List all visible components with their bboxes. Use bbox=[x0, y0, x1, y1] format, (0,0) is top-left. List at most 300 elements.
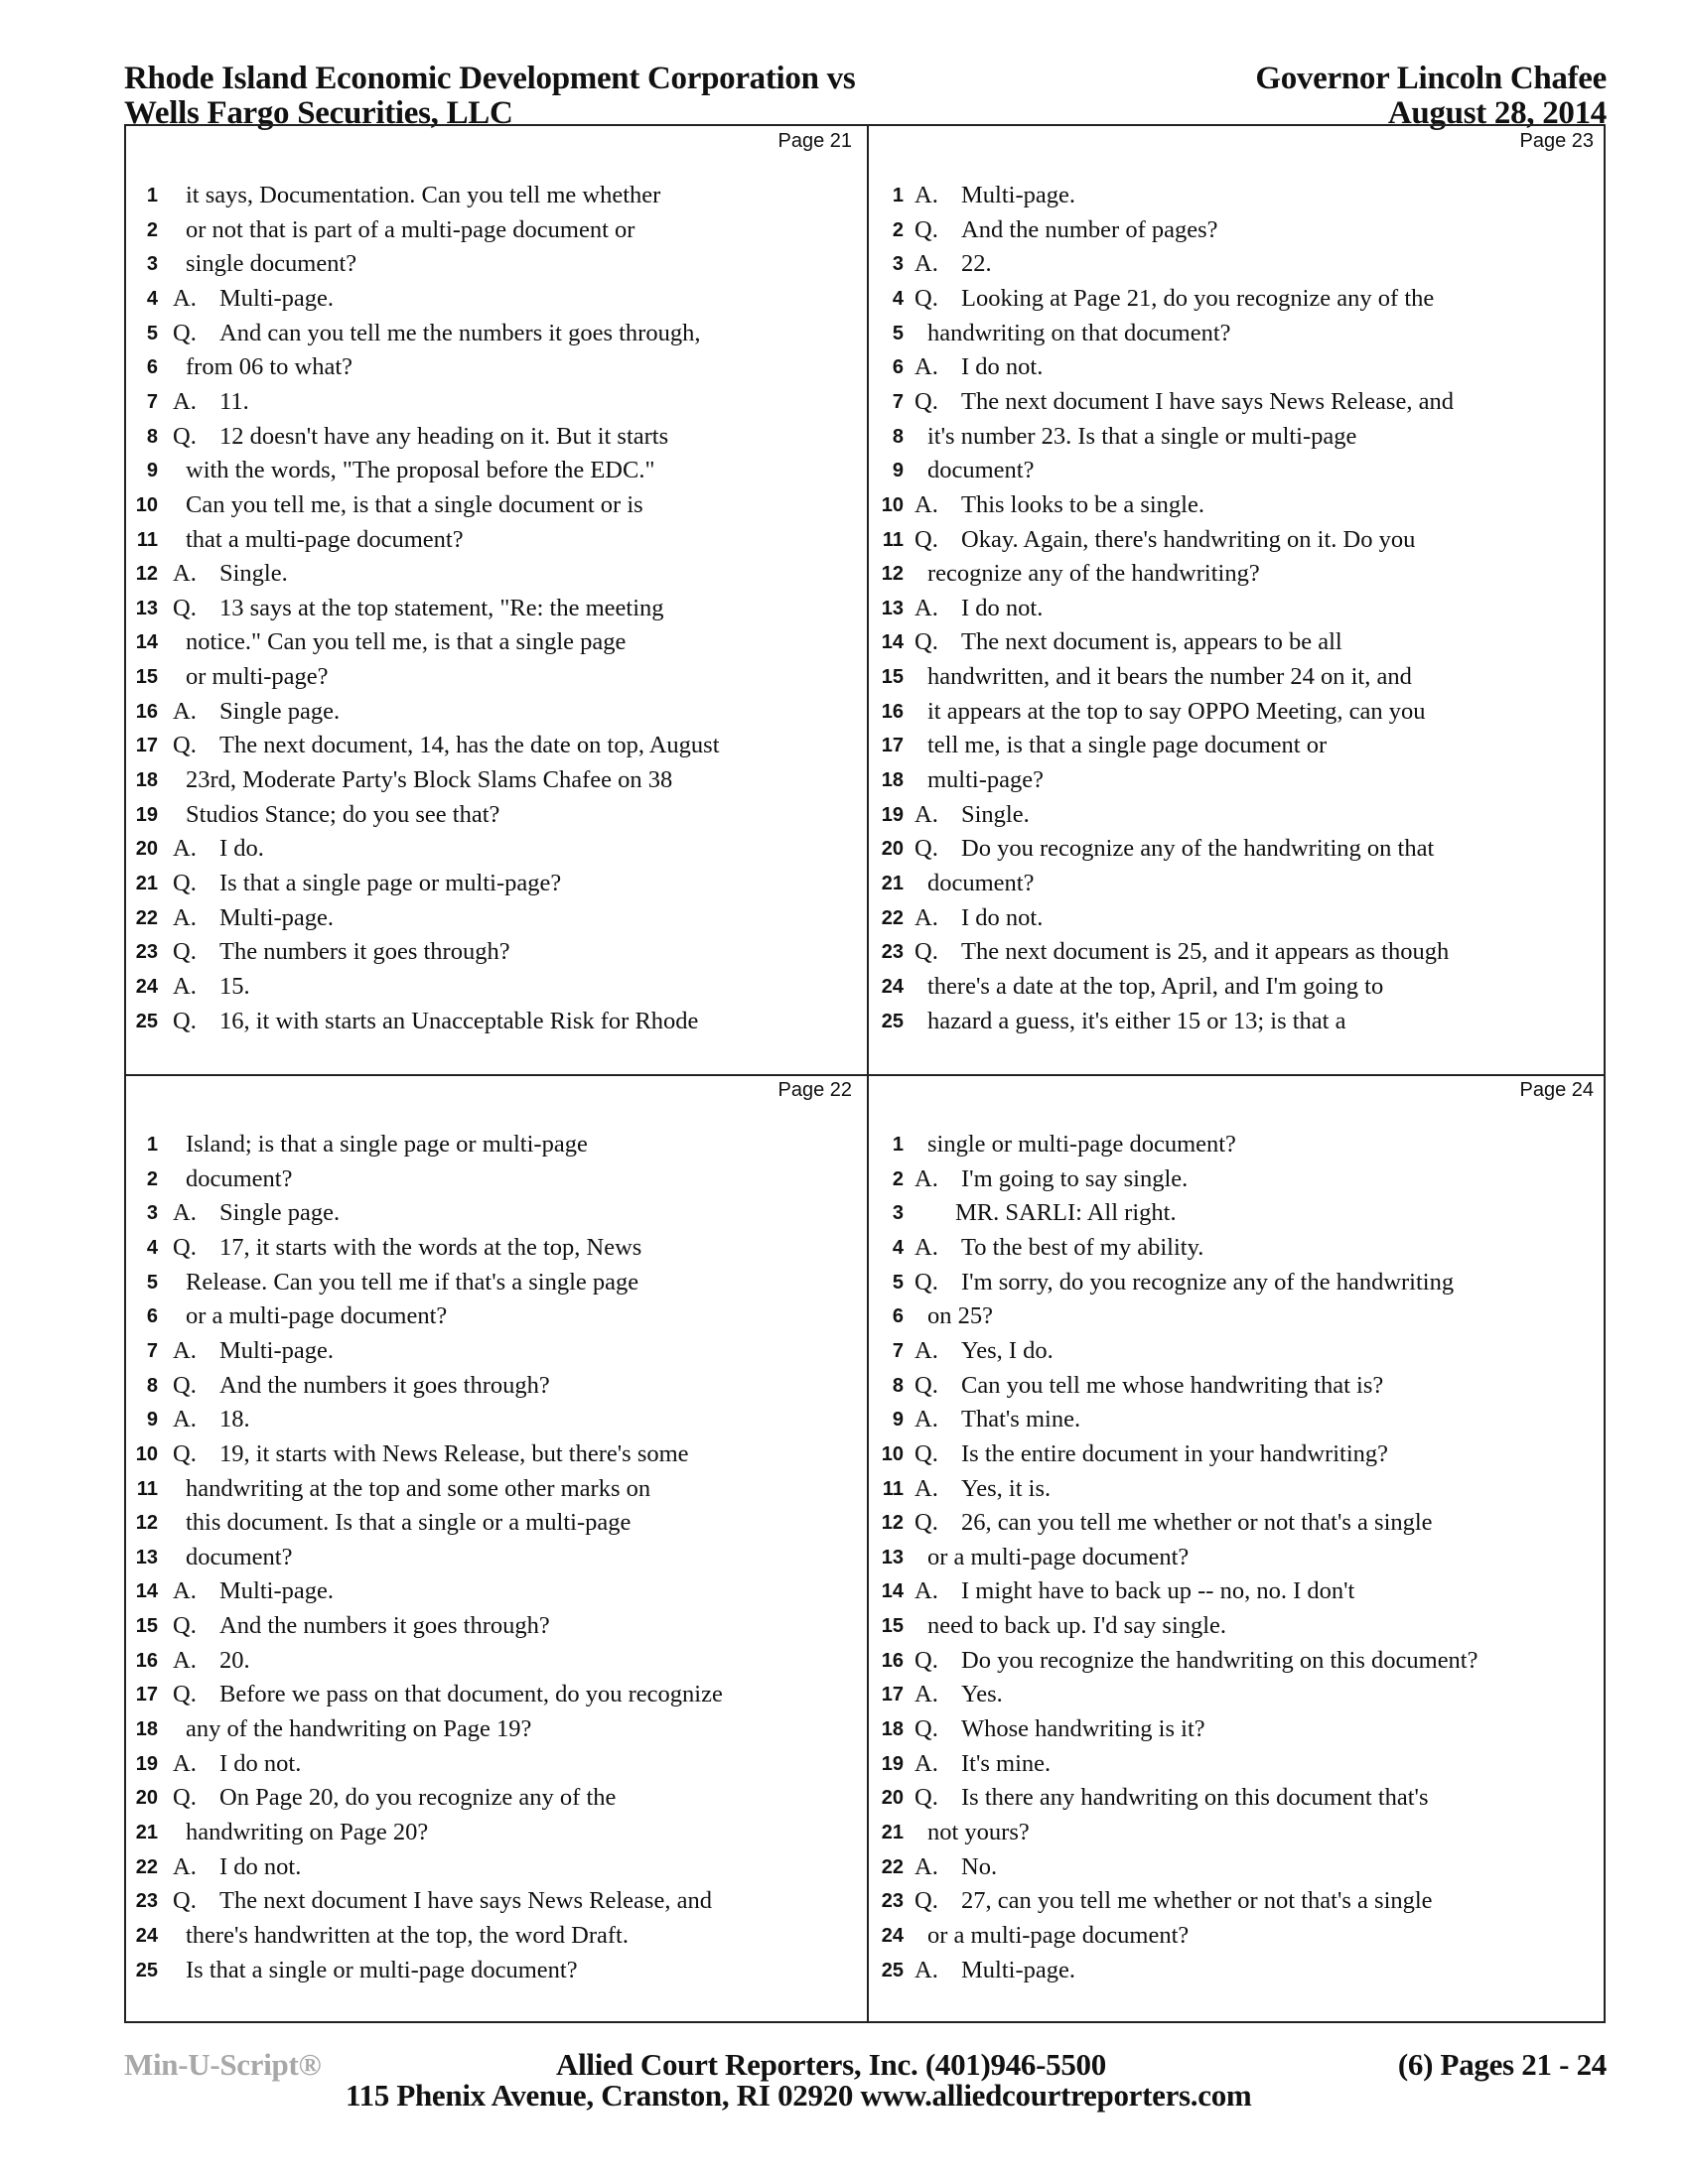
transcript-line bbox=[126, 660, 866, 694]
transcript-line bbox=[126, 1403, 866, 1436]
transcript-line bbox=[868, 1609, 1608, 1643]
transcript-line bbox=[126, 763, 866, 797]
line-text: or multi-page? bbox=[186, 663, 329, 691]
line-text: document? bbox=[186, 1543, 293, 1570]
line-number: 7 bbox=[146, 1339, 158, 1362]
line-text: 22. bbox=[961, 250, 992, 278]
line-text: document? bbox=[927, 457, 1035, 484]
line-number: 23 bbox=[135, 1890, 158, 1913]
line-number: 11 bbox=[136, 528, 158, 551]
line-text: any of the handwriting on Page 19? bbox=[186, 1715, 532, 1743]
line-text: Yes, it is. bbox=[961, 1474, 1052, 1502]
line-number: 2 bbox=[892, 1167, 904, 1190]
line-number: 6 bbox=[146, 1305, 158, 1328]
transcript-line bbox=[868, 625, 1608, 659]
line-number: 11 bbox=[882, 1477, 904, 1500]
answer-marker: A. bbox=[914, 594, 938, 621]
transcript-line bbox=[868, 970, 1608, 1004]
line-number: 18 bbox=[135, 769, 158, 792]
transcript-line bbox=[868, 1472, 1608, 1506]
line-text: document? bbox=[927, 870, 1035, 896]
transcript-line bbox=[868, 729, 1608, 762]
line-text: on 25? bbox=[927, 1302, 993, 1330]
deposition-date: August 28, 2014 bbox=[1387, 95, 1607, 131]
line-number: 15 bbox=[135, 666, 158, 689]
min-u-script-brand: Min-U-Script® bbox=[124, 2047, 322, 2082]
line-number: 22 bbox=[135, 1855, 158, 1878]
page-label: Page 24 bbox=[1519, 1079, 1594, 1101]
line-number: 13 bbox=[135, 1546, 158, 1569]
transcript-line bbox=[868, 935, 1608, 969]
line-text: multi-page? bbox=[927, 766, 1045, 794]
line-number: 14 bbox=[881, 631, 904, 654]
answer-marker: A. bbox=[173, 1336, 197, 1364]
transcript-line bbox=[126, 1369, 866, 1403]
line-number: 17 bbox=[881, 735, 904, 757]
transcript-line bbox=[126, 385, 866, 419]
line-number: 18 bbox=[135, 1718, 158, 1741]
question-marker: Q. bbox=[914, 1439, 938, 1467]
transcript-line bbox=[868, 660, 1608, 694]
answer-marker: A. bbox=[914, 1956, 938, 1983]
transcript-line bbox=[126, 1162, 866, 1196]
answer-marker: A. bbox=[173, 387, 197, 415]
transcript-box bbox=[124, 124, 1606, 2023]
line-text: need to back up. I'd say single. bbox=[927, 1612, 1227, 1640]
line-text: Multi-page. bbox=[961, 182, 1075, 208]
line-number: 15 bbox=[881, 666, 904, 689]
line-number: 3 bbox=[892, 253, 904, 276]
transcript-line bbox=[126, 695, 866, 729]
line-number: 10 bbox=[135, 493, 158, 516]
line-number: 11 bbox=[882, 528, 904, 551]
line-text: Single. bbox=[219, 560, 288, 588]
line-number: 20 bbox=[881, 1787, 904, 1810]
transcript-line bbox=[868, 1299, 1608, 1333]
line-number: 2 bbox=[146, 218, 158, 241]
line-text: or a multi-page document? bbox=[927, 1543, 1190, 1570]
line-number: 8 bbox=[892, 425, 904, 448]
question-marker: Q. bbox=[914, 1268, 938, 1296]
answer-marker: A. bbox=[173, 284, 197, 312]
line-text: Multi-page. bbox=[219, 903, 334, 931]
transcript-line bbox=[126, 1781, 866, 1815]
line-number: 24 bbox=[135, 975, 158, 998]
answer-marker: A. bbox=[173, 972, 197, 1000]
transcript-line bbox=[868, 901, 1608, 935]
line-text: hazard a guess, it's either 15 or 13; is that a bbox=[927, 1007, 1346, 1034]
transcript-line bbox=[868, 1954, 1608, 1987]
line-text: Looking at Page 21, do you recognize any of the bbox=[961, 284, 1435, 312]
line-number: 14 bbox=[135, 631, 158, 654]
transcript-line bbox=[868, 1781, 1608, 1815]
transcript-page-22 bbox=[126, 1075, 866, 2023]
question-marker: Q. bbox=[173, 422, 197, 450]
question-marker: Q. bbox=[173, 594, 197, 621]
line-text: I'm sorry, do you recognize any of the handwriting bbox=[961, 1268, 1455, 1296]
transcript-line bbox=[126, 729, 866, 762]
line-number: 11 bbox=[136, 1477, 158, 1500]
line-text: Before we pass on that document, do you recognize bbox=[219, 1681, 723, 1708]
transcript-line bbox=[126, 935, 866, 969]
question-marker: Q. bbox=[173, 1439, 197, 1467]
answer-marker: A. bbox=[173, 903, 197, 931]
answer-marker: A. bbox=[914, 1749, 938, 1777]
transcript-line bbox=[126, 1541, 866, 1574]
transcript-line bbox=[126, 179, 866, 212]
line-text: 16, it with starts an Unacceptable Risk for Rhode bbox=[219, 1007, 699, 1034]
line-number: 6 bbox=[892, 1305, 904, 1328]
line-text: I do not. bbox=[961, 594, 1044, 621]
line-text: 13 says at the top statement, "Re: the meeting bbox=[219, 594, 664, 621]
answer-marker: A. bbox=[914, 1406, 938, 1433]
transcript-line bbox=[126, 523, 866, 557]
line-text: Yes, I do. bbox=[961, 1336, 1054, 1364]
line-number: 4 bbox=[146, 287, 158, 310]
line-number: 13 bbox=[881, 597, 904, 619]
answer-marker: A. bbox=[914, 1233, 938, 1261]
line-number: 12 bbox=[135, 563, 158, 586]
transcript-line bbox=[868, 1919, 1608, 1953]
transcript-line bbox=[868, 523, 1608, 557]
transcript-line bbox=[868, 1005, 1608, 1038]
transcript-line bbox=[126, 420, 866, 454]
answer-marker: A. bbox=[173, 1406, 197, 1433]
answer-marker: A. bbox=[914, 490, 938, 518]
line-text: recognize any of the handwriting? bbox=[927, 560, 1260, 588]
line-text: tell me, is that a single page document or bbox=[927, 732, 1328, 759]
line-number: 12 bbox=[881, 1512, 904, 1535]
transcript-line bbox=[126, 1128, 866, 1161]
line-text: Is the entire document in your handwriting? bbox=[961, 1439, 1388, 1467]
line-number: 3 bbox=[146, 253, 158, 276]
line-text: it's number 23. Is that a single or multi-page bbox=[927, 422, 1357, 450]
answer-marker: A. bbox=[173, 835, 197, 863]
line-text: Can you tell me, is that a single document or is bbox=[186, 490, 643, 518]
line-text: document? bbox=[186, 1164, 293, 1192]
line-number: 10 bbox=[135, 1442, 158, 1465]
transcript-line bbox=[868, 179, 1608, 212]
line-number: 25 bbox=[881, 1010, 904, 1032]
transcript-line bbox=[126, 1816, 866, 1849]
line-text: Multi-page. bbox=[961, 1956, 1075, 1983]
page-label: Page 23 bbox=[1519, 130, 1594, 152]
line-text: 18. bbox=[219, 1406, 250, 1433]
case-title-line1: Rhode Island Economic Development Corporation vs bbox=[124, 61, 856, 96]
line-text: 27, can you tell me whether or not that's a single bbox=[961, 1887, 1433, 1915]
transcript-line bbox=[126, 1678, 866, 1711]
transcript-line bbox=[868, 1369, 1608, 1403]
answer-marker: A. bbox=[914, 1336, 938, 1364]
line-number: 7 bbox=[146, 390, 158, 413]
question-marker: Q. bbox=[914, 1715, 938, 1743]
transcript-line bbox=[126, 350, 866, 384]
transcript-line bbox=[868, 1747, 1608, 1781]
line-number: 13 bbox=[881, 1546, 904, 1569]
transcript-line bbox=[126, 1954, 866, 1987]
transcript-line bbox=[868, 350, 1608, 384]
line-number: 21 bbox=[135, 1822, 158, 1843]
line-text: 17, it starts with the words at the top, News bbox=[219, 1233, 642, 1261]
transcript-line bbox=[868, 1574, 1608, 1608]
transcript-line bbox=[868, 454, 1608, 487]
answer-marker: A. bbox=[914, 353, 938, 381]
line-number: 2 bbox=[892, 218, 904, 241]
transcript-line bbox=[126, 1299, 866, 1333]
transcript-line bbox=[868, 488, 1608, 522]
transcript-line bbox=[868, 1678, 1608, 1711]
question-marker: Q. bbox=[173, 732, 197, 759]
line-text: handwriting on Page 20? bbox=[186, 1819, 429, 1845]
line-number: 9 bbox=[146, 460, 158, 482]
question-marker: Q. bbox=[914, 284, 938, 312]
line-number: 3 bbox=[892, 1202, 904, 1225]
line-text: Is that a single page or multi-page? bbox=[219, 870, 562, 896]
line-number: 12 bbox=[881, 563, 904, 586]
line-text: Single. bbox=[961, 800, 1030, 828]
transcript-line bbox=[126, 1919, 866, 1953]
line-text: handwriting on that document? bbox=[927, 319, 1231, 346]
transcript-line bbox=[868, 1196, 1608, 1230]
line-number: 8 bbox=[892, 1374, 904, 1397]
line-number: 8 bbox=[146, 1374, 158, 1397]
transcript-line bbox=[868, 695, 1608, 729]
line-number: 15 bbox=[881, 1615, 904, 1638]
line-text: Studios Stance; do you see that? bbox=[186, 800, 500, 828]
answer-marker: A. bbox=[173, 1577, 197, 1605]
transcript-line bbox=[126, 1334, 866, 1368]
transcript-line bbox=[126, 1196, 866, 1230]
line-text: it appears at the top to say OPPO Meeting, can you bbox=[927, 697, 1426, 725]
line-number: 25 bbox=[135, 1010, 158, 1032]
question-marker: Q. bbox=[173, 1784, 197, 1812]
line-text: On Page 20, do you recognize any of the bbox=[219, 1784, 617, 1812]
line-number: 15 bbox=[135, 1615, 158, 1638]
line-text: Multi-page. bbox=[219, 1577, 334, 1605]
line-number: 22 bbox=[881, 906, 904, 929]
line-text: single document? bbox=[186, 250, 357, 278]
transcript-line bbox=[868, 213, 1608, 247]
line-number: 17 bbox=[135, 1684, 158, 1706]
line-number: 24 bbox=[881, 975, 904, 998]
question-marker: Q. bbox=[173, 1233, 197, 1261]
line-number: 17 bbox=[881, 1684, 904, 1706]
transcript-line bbox=[126, 1506, 866, 1540]
transcript-page-21 bbox=[126, 126, 866, 1074]
line-text: Island; is that a single page or multi-page bbox=[186, 1131, 588, 1158]
transcript-line bbox=[126, 901, 866, 935]
line-text: The next document I have says News Release, and bbox=[961, 387, 1454, 415]
line-text: I do not. bbox=[961, 353, 1044, 381]
line-text: And the numbers it goes through? bbox=[219, 1371, 550, 1399]
line-text: I might have to back up -- no, no. I don't bbox=[961, 1577, 1355, 1605]
answer-marker: A. bbox=[914, 1164, 938, 1192]
line-text: That's mine. bbox=[961, 1406, 1081, 1433]
line-text: or a multi-page document? bbox=[186, 1302, 448, 1330]
transcript-line bbox=[868, 1334, 1608, 1368]
transcript-line bbox=[868, 282, 1608, 316]
line-text: there's handwritten at the top, the word Draft. bbox=[186, 1921, 629, 1949]
deponent-name: Governor Lincoln Chafee bbox=[1255, 61, 1607, 96]
answer-marker: A. bbox=[173, 697, 197, 725]
line-number: 9 bbox=[892, 1409, 904, 1432]
line-text: handwriting at the top and some other marks on bbox=[186, 1474, 651, 1502]
transcript-line bbox=[126, 247, 866, 281]
line-text: 15. bbox=[219, 972, 250, 1000]
transcript-line bbox=[868, 1850, 1608, 1884]
line-text: not yours? bbox=[927, 1819, 1030, 1845]
line-number: 16 bbox=[881, 700, 904, 723]
transcript-line bbox=[126, 1437, 866, 1471]
line-number: 9 bbox=[146, 1409, 158, 1432]
transcript-line bbox=[126, 557, 866, 591]
line-text: I do not. bbox=[219, 1749, 302, 1777]
line-text: I'm going to say single. bbox=[961, 1164, 1189, 1192]
line-text: Multi-page. bbox=[219, 284, 334, 312]
line-number: 20 bbox=[881, 838, 904, 861]
line-number: 16 bbox=[135, 700, 158, 723]
line-text: 12 doesn't have any heading on it. But it starts bbox=[219, 422, 669, 450]
question-marker: Q. bbox=[914, 1509, 938, 1537]
line-text: 19, it starts with News Release, but there's some bbox=[219, 1439, 689, 1467]
transcript-line bbox=[868, 1437, 1608, 1471]
line-text: Do you recognize the handwriting on this document? bbox=[961, 1646, 1478, 1674]
line-number: 7 bbox=[892, 390, 904, 413]
line-number: 3 bbox=[146, 1202, 158, 1225]
transcript-line bbox=[126, 867, 866, 900]
question-marker: Q. bbox=[173, 870, 197, 896]
transcript-line bbox=[126, 625, 866, 659]
line-text: Single page. bbox=[219, 1199, 341, 1227]
line-number: 9 bbox=[892, 460, 904, 482]
line-text: 20. bbox=[219, 1646, 250, 1674]
line-text: 11. bbox=[219, 387, 249, 415]
transcript-line bbox=[126, 1850, 866, 1884]
line-number: 4 bbox=[892, 287, 904, 310]
line-number: 4 bbox=[146, 1236, 158, 1259]
transcript-line bbox=[126, 1005, 866, 1038]
transcript-line bbox=[868, 1231, 1608, 1265]
line-number: 5 bbox=[146, 322, 158, 344]
line-text: 23rd, Moderate Party's Block Slams Chafee on 38 bbox=[186, 766, 673, 794]
line-number: 16 bbox=[881, 1649, 904, 1672]
transcript-line bbox=[868, 557, 1608, 591]
question-marker: Q. bbox=[914, 1371, 938, 1399]
line-text: or a multi-page document? bbox=[927, 1921, 1190, 1949]
line-text: I do not. bbox=[219, 1852, 302, 1880]
line-number: 4 bbox=[892, 1236, 904, 1259]
line-number: 22 bbox=[881, 1855, 904, 1878]
question-marker: Q. bbox=[173, 1371, 197, 1399]
question-marker: Q. bbox=[914, 1784, 938, 1812]
transcript-line bbox=[126, 832, 866, 866]
line-number: 18 bbox=[881, 1718, 904, 1741]
line-text: it says, Documentation. Can you tell me whether bbox=[186, 182, 661, 208]
line-text: there's a date at the top, April, and I'm going to bbox=[927, 972, 1384, 1000]
answer-marker: A. bbox=[173, 1199, 197, 1227]
transcript-line bbox=[868, 317, 1608, 350]
line-number: 20 bbox=[135, 1787, 158, 1810]
line-number: 13 bbox=[135, 597, 158, 619]
line-text: Is that a single or multi-page document? bbox=[186, 1956, 578, 1983]
answer-marker: A. bbox=[914, 1852, 938, 1880]
line-text: Do you recognize any of the handwriting on that bbox=[961, 835, 1435, 863]
line-number: 22 bbox=[135, 906, 158, 929]
line-number: 6 bbox=[892, 356, 904, 379]
transcript-line bbox=[126, 1574, 866, 1608]
transcript-line bbox=[126, 970, 866, 1004]
line-number: 1 bbox=[892, 1134, 904, 1156]
transcript-line bbox=[868, 832, 1608, 866]
question-marker: Q. bbox=[914, 628, 938, 656]
answer-marker: A. bbox=[173, 1749, 197, 1777]
answer-marker: A. bbox=[914, 250, 938, 278]
case-title-line2: Wells Fargo Securities, LLC bbox=[124, 95, 513, 131]
transcript-line bbox=[126, 1884, 866, 1918]
line-text: I do. bbox=[219, 835, 264, 863]
line-number: 5 bbox=[892, 1271, 904, 1294]
transcript-line bbox=[868, 420, 1608, 454]
transcript-line bbox=[868, 1162, 1608, 1196]
line-text: MR. SARLI: All right. bbox=[955, 1199, 1177, 1227]
answer-marker: A. bbox=[914, 903, 938, 931]
transcript-line bbox=[868, 763, 1608, 797]
reporter-address: 115 Phenix Avenue, Cranston, RI 02920 www.alliedcourtreporters.com bbox=[346, 2078, 1252, 2113]
line-number: 19 bbox=[881, 1752, 904, 1775]
line-number: 7 bbox=[892, 1339, 904, 1362]
transcript-line bbox=[868, 1403, 1608, 1436]
line-number: 21 bbox=[135, 873, 158, 894]
line-text: The next document is, appears to be all bbox=[961, 628, 1342, 656]
line-text: To the best of my ability. bbox=[961, 1233, 1204, 1261]
line-text: notice." Can you tell me, is that a single page bbox=[186, 628, 627, 656]
line-text: single or multi-page document? bbox=[927, 1131, 1236, 1158]
line-number: 23 bbox=[881, 941, 904, 964]
answer-marker: A. bbox=[173, 560, 197, 588]
line-text: I do not. bbox=[961, 903, 1044, 931]
line-number: 18 bbox=[881, 769, 904, 792]
transcript-page-23 bbox=[868, 126, 1608, 1074]
line-text: from 06 to what? bbox=[186, 353, 353, 381]
transcript-line bbox=[868, 1266, 1608, 1299]
line-text: that a multi-page document? bbox=[186, 525, 464, 553]
line-number: 1 bbox=[146, 185, 158, 206]
line-number: 1 bbox=[892, 185, 904, 206]
line-number: 21 bbox=[881, 1822, 904, 1843]
line-text: The next document I have says News Release, and bbox=[219, 1887, 712, 1915]
transcript-line bbox=[868, 1506, 1608, 1540]
line-text: The numbers it goes through? bbox=[219, 938, 510, 966]
transcript-line bbox=[868, 867, 1608, 900]
line-text: Multi-page. bbox=[219, 1336, 334, 1364]
line-number: 20 bbox=[135, 838, 158, 861]
line-number: 5 bbox=[146, 1271, 158, 1294]
reporter-info: Allied Court Reporters, Inc. (401)946-5500 bbox=[556, 2047, 1106, 2082]
transcript-line bbox=[868, 247, 1608, 281]
line-number: 21 bbox=[881, 873, 904, 894]
transcript-line bbox=[126, 1231, 866, 1265]
transcript-page-24 bbox=[868, 1075, 1608, 2023]
transcript-line bbox=[126, 1472, 866, 1506]
line-number: 12 bbox=[135, 1512, 158, 1535]
transcript-line bbox=[868, 1541, 1608, 1574]
line-number: 10 bbox=[881, 1442, 904, 1465]
question-marker: Q. bbox=[173, 319, 197, 346]
answer-marker: A. bbox=[914, 182, 938, 208]
transcript-line bbox=[126, 1609, 866, 1643]
line-number: 19 bbox=[881, 803, 904, 826]
line-text: Release. Can you tell me if that's a single page bbox=[186, 1268, 639, 1296]
